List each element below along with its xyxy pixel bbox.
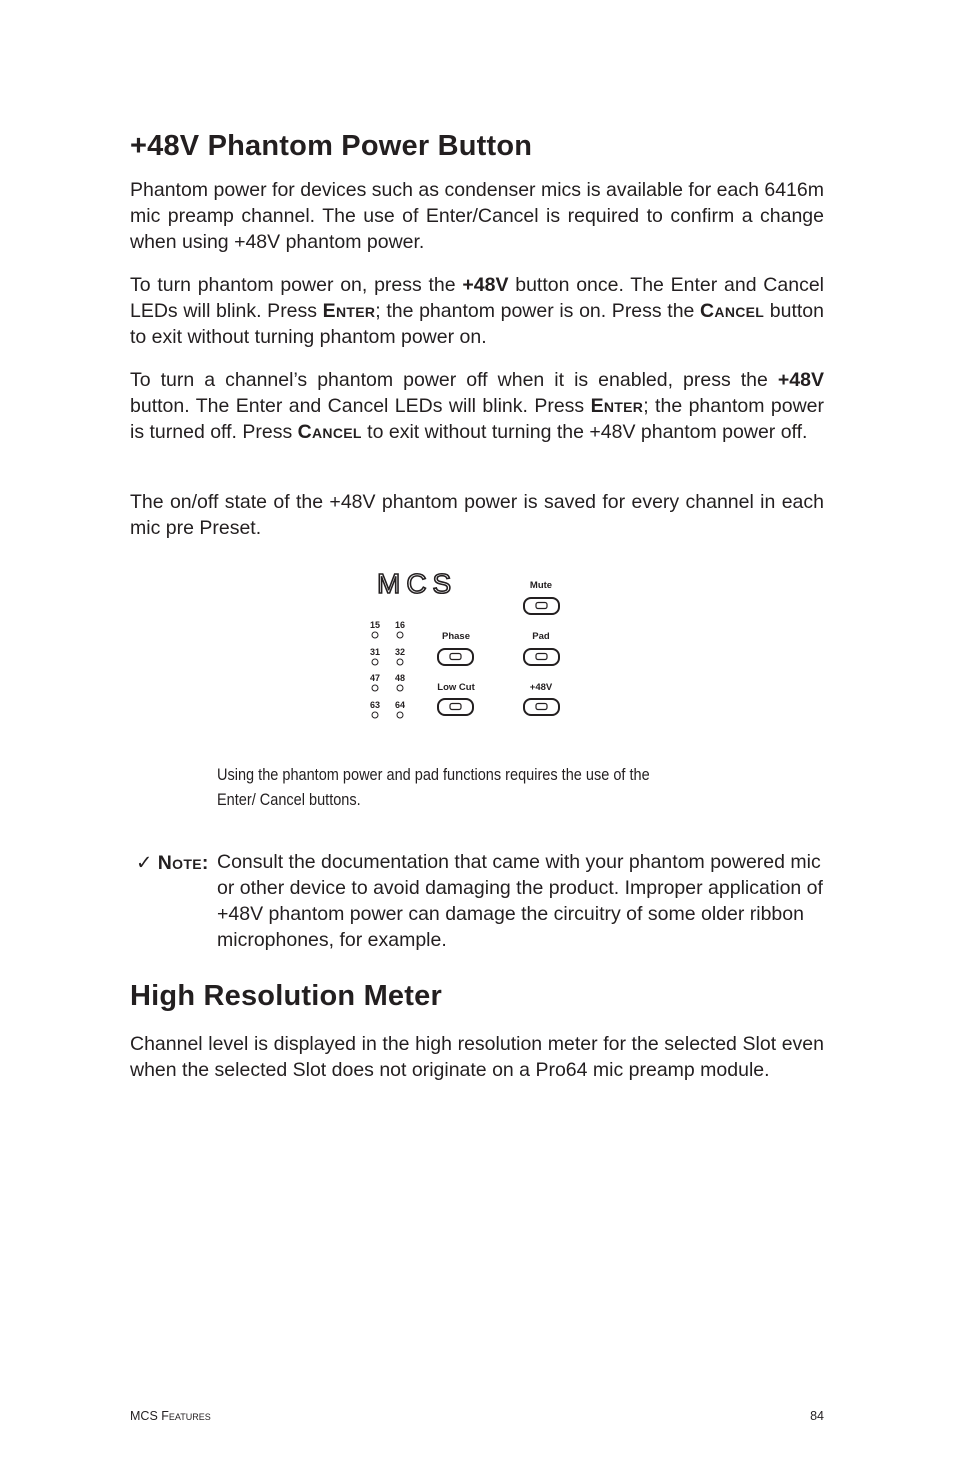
led-label-63: 63 [369, 700, 381, 710]
key-cancel: Cancel [700, 300, 765, 322]
led-15 [372, 632, 378, 638]
led-63 [372, 712, 378, 718]
key-enter: Enter [590, 395, 644, 417]
text-run: To turn phantom power on, press the [130, 274, 463, 296]
led-48 [397, 685, 403, 691]
led-31 [372, 659, 378, 665]
section-heading-meter: High Resolution Meter [130, 980, 442, 1012]
text-run: to exit without turning the +48V phantom power off. [361, 421, 808, 443]
text-run: button once. The Enter and Cancel LEDs will blink. Press [130, 274, 824, 322]
phase-button[interactable] [438, 649, 473, 665]
text-run: button to exit without turning phantom power on. [130, 300, 824, 348]
pad-button[interactable] [524, 649, 559, 665]
button-name-48v: +48V [462, 274, 509, 296]
paragraph-phantom-intro: Phantom power for devices such as condenser mics is available for each 6416m mic preamp channel. The use of Enter/Cancel is required to confirm a change when using +48V phantom power. [130, 179, 824, 253]
footer-section [130, 1409, 211, 1423]
mute-label: Mute [529, 580, 553, 591]
section-heading-phantom-power: +48V Phantom Power Button [130, 130, 533, 162]
text-run: ; the phantom power is on. Press the [375, 300, 701, 322]
pad-label: Pad [532, 631, 550, 642]
led-label-32: 32 [394, 647, 406, 657]
phantom-48v-label: +48V [529, 682, 553, 693]
text-run: ; the phantom power is turned off. Press [130, 395, 824, 443]
low-cut-button[interactable] [438, 699, 473, 715]
led-label-48: 48 [394, 673, 406, 683]
paragraph-phantom-on [130, 272, 824, 350]
panel-illustration [360, 560, 590, 725]
checkmark-icon: ✓ [136, 852, 153, 874]
paragraph-meter: Channel level is displayed in the high resolution meter for the selected Slot even when the selected Slot does not originate on a Pro64 mic preamp module. [130, 1033, 824, 1081]
phantom-48v-button[interactable] [524, 699, 559, 715]
led-64 [397, 712, 403, 718]
paragraph-phantom-off [130, 367, 824, 445]
key-cancel: Cancel [297, 421, 362, 443]
phase-label: Phase [442, 631, 470, 642]
text-run: To turn a channel’s phantom power off when it is enabled, press the [130, 369, 778, 391]
led-label-31: 31 [369, 647, 381, 657]
note-text: Consult the documentation that came with your phantom powered mic or other device to avoid damaging the product. Improper application of +48V phantom power can damage the circuitry of some older ribbon microphones, for example. [217, 851, 823, 951]
mute-button[interactable] [524, 598, 559, 614]
led-32 [397, 659, 403, 665]
led-47 [372, 685, 378, 691]
low-cut-label: Low Cut [437, 682, 475, 693]
mcs-panel-figure [360, 560, 590, 725]
mcs-logo: MCS [377, 568, 458, 599]
led-label-47: 47 [369, 673, 381, 683]
button-name-48v: +48V [777, 369, 824, 391]
led-label-15: 15 [369, 620, 381, 630]
figure-caption: Using the phantom power and pad functions requires the use of the Enter/ Cancel buttons. [217, 766, 650, 809]
led-16 [397, 632, 403, 638]
note-label-text: Note: [157, 852, 209, 874]
text-run: button. The Enter and Cancel LEDs will blink. Press [130, 395, 591, 417]
page-number: 84 [810, 1409, 824, 1423]
note-label [136, 850, 209, 876]
led-label-16: 16 [394, 620, 406, 630]
paragraph-phantom-preset: The on/off state of the +48V phantom power is saved for every channel in each mic pre Preset. [130, 491, 824, 539]
led-label-64: 64 [394, 700, 406, 710]
footer-section-text: MCS Features [130, 1409, 211, 1423]
key-enter: Enter [322, 300, 376, 322]
